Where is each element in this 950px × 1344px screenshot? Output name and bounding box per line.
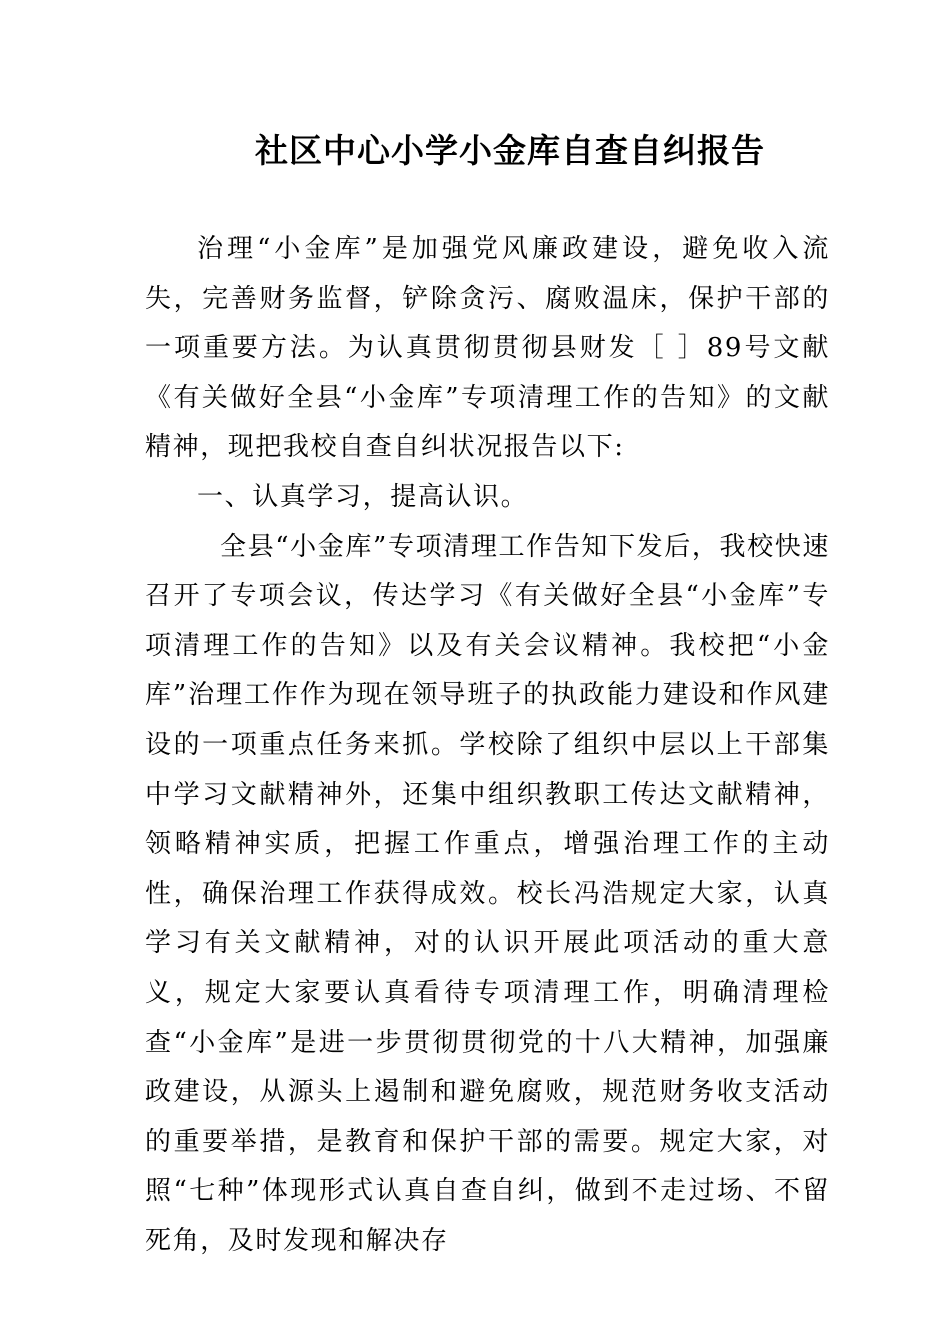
intro-paragraph: 治理“小金库”是加强党风廉政建设，避免收入流失，完善财务监督，铲除贪污、腐败温床，保护干部的一项重要方法。为认真贯彻贯彻县财发［ ］89号文献《有关做好全县“小金库”专项清理工作的告知》的文献精神，现把我校自查自纠状况报告以下:: [145, 234, 830, 463]
section-heading-1: 一、认真学习，提高认识。: [197, 481, 529, 512]
document-body: [145, 225, 830, 1266]
document-title: 社区中心小学小金库自查自纠报告: [255, 131, 765, 170]
section-1-paragraph: 全县“小金库”专项清理工作告知下发后，我校快速召开了专项会议，传达学习《有关做好全县“小金库”专项清理工作的告知》以及有关会议精神。我校把“小金库”治理工作作为现在领导班子的执政能力建设和作风建设的一项重点任务来抓。学校除了组织中层以上干部集中学习文献精神外，还集中组织教职工传达文献精神，领略精神实质，把握工作重点，增强治理工作的主动性，确保治理工作获得成效。校长冯浩规定大家，认真学习有关文献精神，对的认识开展此项活动的重大意义，规定大家要认真看待专项清理工作，明确清理检查“小金库”是进一步贯彻贯彻党的十八大精神，加强廉政建设，从源头上遏制和避免腐败，规范财务收支活动的重要举措，是教育和保护干部的需要。规定大家，对照“七种”体现形式认真自查自纠，做到不走过场、不留死角，及时发现和解决存: [145, 531, 830, 1256]
